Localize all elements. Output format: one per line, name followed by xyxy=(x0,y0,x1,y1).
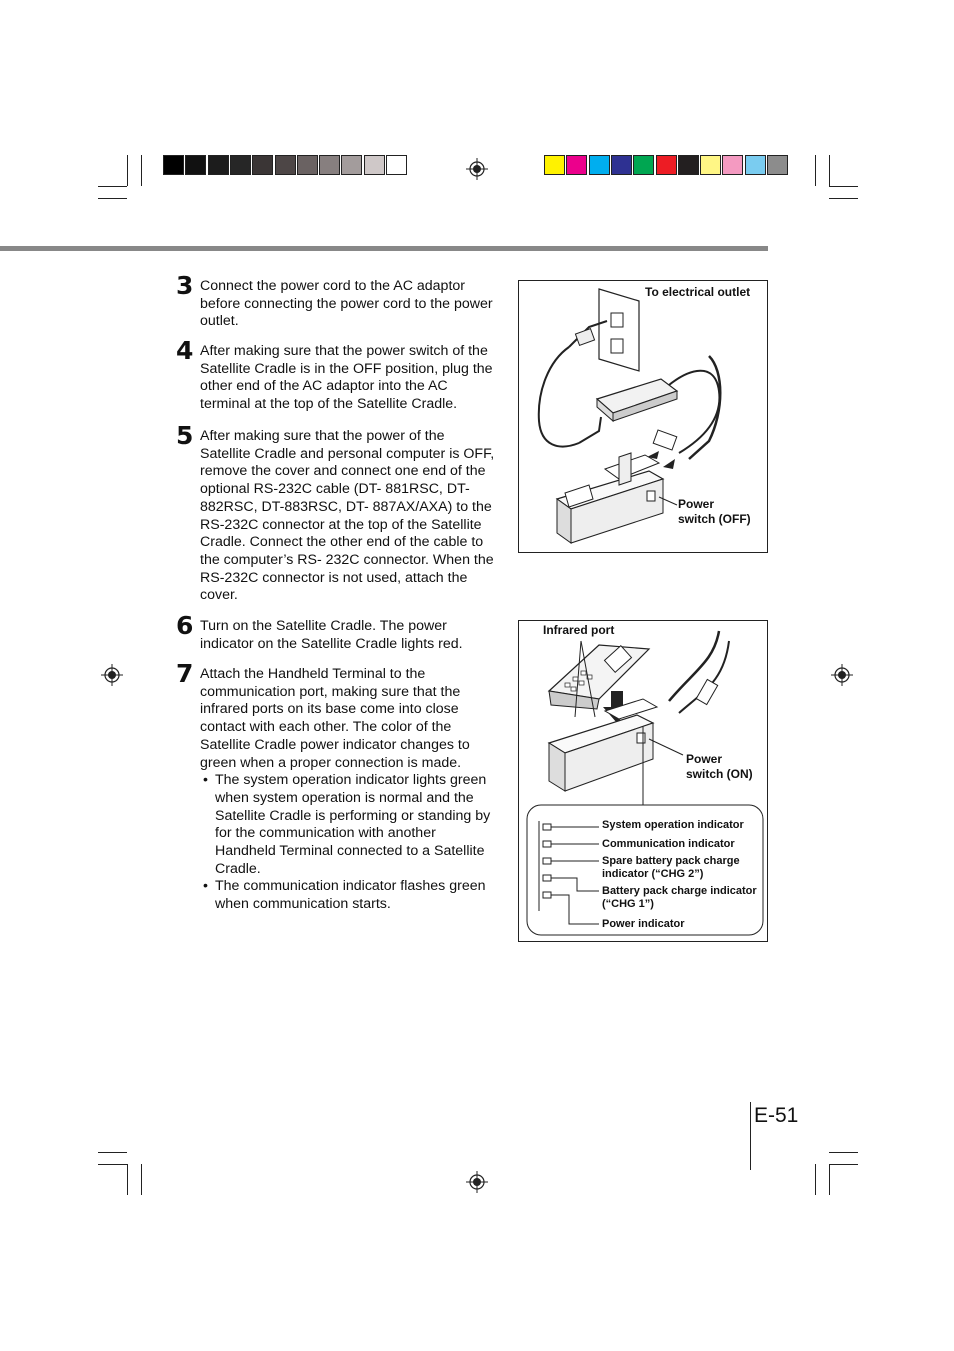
step-number: 7 xyxy=(176,659,194,688)
page-number: E-51 xyxy=(754,1104,799,1127)
power-switch-label: Power xyxy=(686,752,723,766)
outlet-label: To electrical outlet xyxy=(645,285,751,299)
step-text: After making sure that the power switch of the Satellite Cradle is in the OFF position, plug the other end of the AC adaptor into the AC terminal at the top of the Satellite Cradle. xyxy=(200,343,493,413)
color-swatch xyxy=(722,155,743,175)
gray-swatch xyxy=(297,155,318,175)
color-swatch xyxy=(700,155,721,175)
power-switch-label: Power xyxy=(678,497,715,511)
color-swatch xyxy=(767,155,788,175)
spare-battery-indicator-label-2: indicator (“CHG 2”) xyxy=(602,868,704,880)
registration-mark-right-icon xyxy=(831,664,853,686)
gray-swatch xyxy=(230,155,251,175)
color-swatch xyxy=(611,155,632,175)
power-switch-state-label: switch (ON) xyxy=(686,767,753,781)
color-swatch xyxy=(589,155,610,175)
color-swatch xyxy=(544,155,565,175)
spare-battery-indicator-label: Spare battery pack charge xyxy=(602,855,740,867)
gray-swatch xyxy=(163,155,184,175)
infrared-port-label: Infrared port xyxy=(543,623,615,637)
step-number: 5 xyxy=(176,421,194,450)
page-number-rule xyxy=(750,1102,751,1170)
step-number: 4 xyxy=(176,336,194,365)
step-number: 3 xyxy=(176,271,194,300)
power-indicator-label: Power indicator xyxy=(602,918,685,930)
color-swatch xyxy=(633,155,654,175)
battery-pack-indicator-label-2: (“CHG 1”) xyxy=(602,898,654,910)
gray-swatch xyxy=(275,155,296,175)
power-switch-state-label: switch (OFF) xyxy=(678,512,751,526)
gray-swatch xyxy=(319,155,340,175)
color-swatch xyxy=(656,155,677,175)
communication-indicator-label: Communication indicator xyxy=(602,838,735,850)
header-rule xyxy=(0,246,768,251)
step-text: After making sure that the power of the Satellite Cradle and personal computer is OFF, remove the cover and connect one end of the optional RS-232C cable (DT- 881RSC, DT-882RSC, DT-883RSC, DT- 887AX/AXA) to the RS-232C connector at the top of the Satellite Cradle. Connect the other end of the cable to the computer’s RS- 232C connector. When the RS-232C connector is not used, attach the cover. xyxy=(200,428,495,604)
bullet-list xyxy=(200,772,496,914)
gray-swatch xyxy=(252,155,273,175)
registration-mark-bottom-icon xyxy=(466,1171,488,1193)
gray-swatch xyxy=(185,155,206,175)
gray-swatch xyxy=(208,155,229,175)
registration-mark-left-icon xyxy=(101,664,123,686)
color-swatch xyxy=(678,155,699,175)
figure-cradle-indicators xyxy=(518,620,768,942)
gray-swatch xyxy=(386,155,407,175)
figure-power-connection xyxy=(518,280,768,553)
color-swatch xyxy=(745,155,766,175)
battery-pack-indicator-label: Battery pack charge indicator xyxy=(602,885,757,897)
registration-mark-top-icon xyxy=(466,158,488,180)
step-number: 6 xyxy=(176,611,194,640)
step-text: Connect the power cord to the AC adaptor before connecting the power cord to the power outlet. xyxy=(200,278,493,330)
step-7-body xyxy=(200,666,496,914)
bullet-item: • The communication indicator flashes green when communication starts. xyxy=(200,878,496,913)
color-swatch xyxy=(566,155,587,175)
step-text: Turn on the Satellite Cradle. The power indicator on the Satellite Cradle lights red. xyxy=(200,618,463,652)
bullet-item: • The system operation indicator lights green when system operation is normal and the Satellite Cradle is performing or standing by for the communication with another Handheld Terminal connected to a Satellite Cradle. xyxy=(200,772,496,878)
system-operation-indicator-label: System operation indicator xyxy=(602,819,744,831)
gray-swatch xyxy=(364,155,385,175)
gray-swatch xyxy=(341,155,362,175)
step-text: Attach the Handheld Terminal to the communication port, making sure that the infrared ports on its base come into close contact with each other. The color of the Satellite Cradle power indicator changes to green when a proper connection is made. xyxy=(200,666,470,771)
